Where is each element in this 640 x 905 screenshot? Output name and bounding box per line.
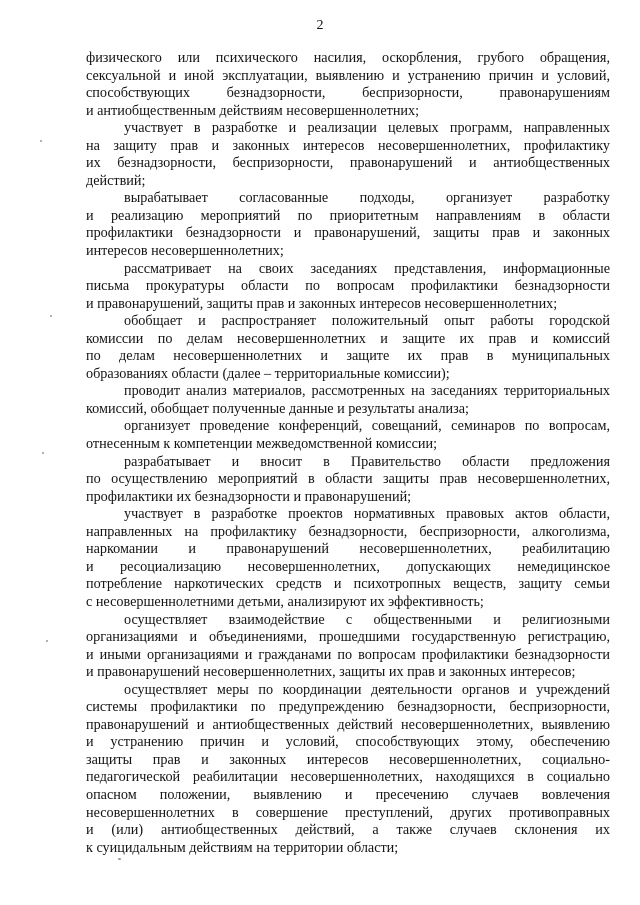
scan-speck <box>42 452 44 454</box>
text-line: потребление наркотических средств и психотропных веществ, защиту семьи <box>86 576 610 593</box>
text-line: участвует в разработке проектов нормативных правовых актов области, <box>124 506 610 523</box>
text-line: и ресоциализацию несовершеннолетних, допускающих немедицинское <box>86 558 610 575</box>
text-line: способствующих безнадзорности, беспризорности, правонарушениям <box>86 85 610 102</box>
scan-speck <box>50 315 52 317</box>
text-line: организует проведение конференций, совещаний, семинаров по вопросам, <box>124 418 610 435</box>
paragraph <box>86 383 610 418</box>
text-line: и устранению причин и условий, способствующих этому, обеспечению <box>86 734 610 751</box>
scan-speck <box>46 640 48 642</box>
text-line: педагогической реабилитации несовершеннолетних, находящихся в социально <box>86 769 610 786</box>
text-line: с несовершеннолетними детьми, анализируют их эффективность; <box>86 593 484 610</box>
text-line: правонарушений и антиобщественных действий несовершеннолетних, выявлению <box>86 716 610 733</box>
text-line: и антиобщественным действиям несовершеннолетних; <box>86 102 420 119</box>
text-line: и правонарушений, защиты прав и законных интересов несовершеннолетних; <box>86 295 558 312</box>
text-line: сексуальной и иной эксплуатации, выявлению и устранению причин и условий, <box>86 67 610 84</box>
paragraph <box>86 313 610 383</box>
text-line: обобщает и распространяет положительный опыт работы городской <box>124 313 610 330</box>
text-line: образованиях области (далее – территориальные комиссии); <box>86 365 450 382</box>
text-line: участвует в разработке и реализации целевых программ, направленных <box>124 120 610 137</box>
paragraph <box>86 682 610 857</box>
text-line: защиты прав и законных интересов несовершеннолетних, социально- <box>86 751 610 768</box>
text-line: организациями и объединениями, прошедшими государственную регистрацию, <box>86 629 610 646</box>
text-line: осуществляет взаимодействие с общественными и религиозными <box>124 611 610 628</box>
text-line: отнесенным к компетенции межведомственной комиссии; <box>86 436 438 453</box>
scan-speck <box>118 858 121 860</box>
page-number: 2 <box>316 18 324 33</box>
text-line: и правонарушений несовершеннолетних, защиты их прав и законных интересов; <box>86 664 576 681</box>
document-body <box>86 50 610 857</box>
paragraph <box>86 50 610 120</box>
text-line: физического или психического насилия, оскорбления, грубого обращения, <box>86 50 610 66</box>
text-line: комиссии по делам несовершеннолетних и защите их прав и комиссий <box>86 330 610 347</box>
text-line: действий; <box>86 172 146 189</box>
paragraph <box>86 612 610 682</box>
text-line: наркомании и правонарушений несовершеннолетних, реабилитацию <box>86 541 610 558</box>
text-line: профилактики их безнадзорности и правонарушений; <box>86 488 412 505</box>
text-line: и реализацию мероприятий по приоритетным направлениям в области <box>86 207 610 224</box>
text-line: вырабатывает согласованные подходы, организует разработку <box>124 190 610 207</box>
paragraph <box>86 190 610 260</box>
text-line: опасном положении, выявлению и пресечению случаев вовлечения <box>86 786 610 803</box>
scan-speck <box>40 140 42 142</box>
text-line: к суицидальным действиям на территории области; <box>86 839 399 856</box>
paragraph <box>86 261 610 314</box>
text-line: проводит анализ материалов, рассмотренных на заседаниях территориальных <box>124 383 610 400</box>
paragraph <box>86 418 610 453</box>
text-line: несовершеннолетних в совершение преступлений, других противоправных <box>86 804 610 821</box>
text-line: рассматривает на своих заседаниях представления, информационные <box>124 260 610 277</box>
text-line: профилактики безнадзорности и правонарушений, защиты прав и законных <box>86 225 610 242</box>
text-line: системы профилактики по предупреждению безнадзорности, беспризорности, <box>86 699 610 716</box>
text-line: по делам несовершеннолетних и защите их прав в муниципальных <box>86 348 610 365</box>
text-line: на защиту прав и законных интересов несовершеннолетних, профилактику <box>86 137 610 154</box>
text-line: разрабатывает и вносит в Правительство области предложения <box>124 453 610 470</box>
text-line: осуществляет меры по координации деятельности органов и учреждений <box>124 681 610 698</box>
text-line: письма прокуратуры области по вопросам профилактики безнадзорности <box>86 278 610 295</box>
text-line: интересов несовершеннолетних; <box>86 243 284 260</box>
paragraph <box>86 454 610 507</box>
text-line: направленных на профилактику безнадзорности, беспризорности, алкоголизма, <box>86 523 610 540</box>
paragraph <box>86 506 610 611</box>
paragraph <box>86 120 610 190</box>
text-line: комиссий, обобщает полученные данные и результаты анализа; <box>86 400 469 417</box>
text-line: и иными организациями и гражданами по вопросам профилактики безнадзорности <box>86 646 610 663</box>
text-line: по осуществлению мероприятий в области защиты прав несовершеннолетних, <box>86 471 610 488</box>
text-line: и (или) антиобщественных действий, а также случаев склонения их <box>86 822 610 839</box>
text-line: их безнадзорности, беспризорности, правонарушений и антиобщественных <box>86 155 610 172</box>
